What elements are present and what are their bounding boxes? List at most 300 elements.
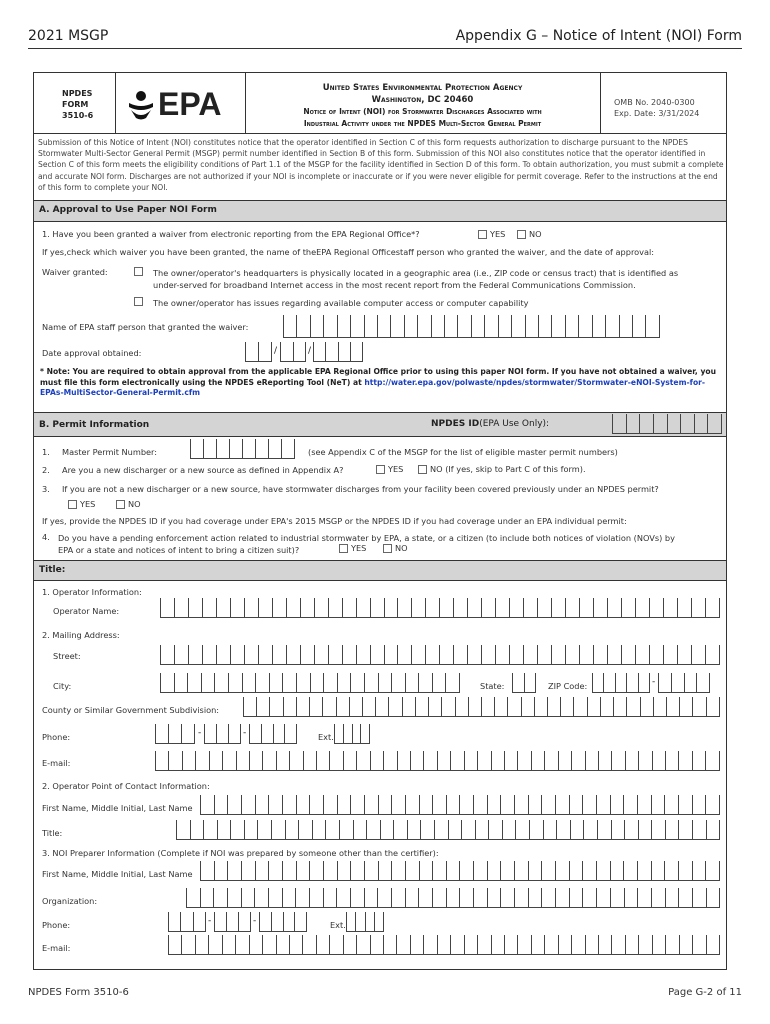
char-cell[interactable] (338, 342, 350, 362)
char-cell[interactable] (352, 724, 361, 744)
char-cell[interactable] (181, 724, 195, 744)
char-cell[interactable] (310, 315, 323, 338)
char-cell[interactable] (556, 820, 570, 840)
char-cell[interactable] (651, 795, 665, 815)
char-cell[interactable] (355, 912, 364, 932)
char-cell[interactable] (551, 315, 564, 338)
char-cell[interactable] (611, 820, 625, 840)
char-cell[interactable] (214, 673, 228, 693)
char-cell[interactable] (517, 935, 530, 955)
char-cell[interactable] (255, 795, 269, 815)
char-cell[interactable] (364, 861, 378, 881)
char-cell[interactable] (377, 888, 391, 908)
char-cell[interactable] (592, 315, 605, 338)
char-cell[interactable] (678, 861, 692, 881)
char-cell[interactable] (204, 724, 216, 744)
char-cell[interactable] (258, 342, 272, 362)
char-cell[interactable] (582, 861, 596, 881)
char-cell[interactable] (370, 598, 384, 618)
char-cell[interactable] (272, 598, 286, 618)
char-cell[interactable] (446, 888, 460, 908)
char-cell[interactable] (378, 861, 392, 881)
char-cell[interactable] (423, 751, 436, 771)
char-cell[interactable] (507, 697, 520, 717)
char-cell[interactable] (282, 888, 296, 908)
char-cell[interactable] (396, 935, 409, 955)
char-cell[interactable] (625, 751, 638, 771)
char-cell[interactable] (356, 935, 369, 955)
char-cell[interactable] (420, 820, 434, 840)
char-cell[interactable] (705, 751, 719, 771)
char-cell[interactable] (473, 888, 487, 908)
char-cell[interactable] (651, 888, 665, 908)
char-cell[interactable] (537, 645, 551, 665)
poc-title-field[interactable] (176, 820, 720, 840)
char-cell[interactable] (500, 888, 514, 908)
char-cell[interactable] (323, 861, 337, 881)
char-cell[interactable] (696, 673, 710, 693)
char-cell[interactable] (569, 795, 583, 815)
char-cell[interactable] (244, 598, 258, 618)
char-cell[interactable] (624, 888, 638, 908)
char-cell[interactable] (257, 820, 271, 840)
char-cell[interactable] (578, 315, 591, 338)
char-cell[interactable] (404, 315, 417, 338)
char-cell[interactable] (635, 645, 649, 665)
char-cell[interactable] (375, 697, 388, 717)
char-cell[interactable] (202, 645, 216, 665)
b4-no[interactable]: NO (383, 543, 408, 553)
char-cell[interactable] (692, 751, 705, 771)
char-cell[interactable] (512, 673, 524, 693)
char-cell[interactable] (585, 751, 598, 771)
char-cell[interactable] (637, 888, 651, 908)
char-cell[interactable] (500, 795, 514, 815)
char-cell[interactable] (230, 645, 244, 665)
poc-name-field[interactable] (200, 795, 720, 815)
char-cell[interactable] (450, 751, 463, 771)
char-cell[interactable] (663, 598, 677, 618)
char-cell[interactable] (610, 861, 624, 881)
char-cell[interactable] (565, 315, 578, 338)
char-cell[interactable] (477, 935, 490, 955)
char-cell[interactable] (181, 935, 194, 955)
char-cell[interactable] (350, 315, 363, 338)
char-cell[interactable] (481, 697, 494, 717)
char-cell[interactable] (611, 935, 624, 955)
char-cell[interactable] (230, 820, 244, 840)
char-cell[interactable] (214, 795, 228, 815)
char-cell[interactable] (168, 912, 180, 932)
char-cell[interactable] (285, 820, 299, 840)
char-cell[interactable] (296, 673, 310, 693)
street-field[interactable] (160, 645, 720, 665)
char-cell[interactable] (242, 673, 256, 693)
char-cell[interactable] (268, 861, 282, 881)
char-cell[interactable] (639, 414, 653, 434)
char-cell[interactable] (691, 598, 705, 618)
char-cell[interactable] (227, 861, 241, 881)
char-cell[interactable] (366, 820, 380, 840)
char-cell[interactable] (226, 912, 238, 932)
char-cell[interactable] (598, 935, 611, 955)
char-cell[interactable] (596, 888, 610, 908)
char-cell[interactable] (356, 751, 369, 771)
char-cell[interactable] (477, 751, 490, 771)
char-cell[interactable] (411, 645, 425, 665)
char-cell[interactable] (467, 645, 481, 665)
operator-name-field[interactable] (160, 598, 720, 618)
char-cell[interactable] (680, 414, 694, 434)
char-cell[interactable] (582, 888, 596, 908)
char-cell[interactable] (329, 935, 342, 955)
char-cell[interactable] (336, 888, 350, 908)
char-cell[interactable] (238, 912, 251, 932)
a1-yes[interactable]: YES (478, 229, 505, 239)
char-cell[interactable] (652, 935, 665, 955)
char-cell[interactable] (200, 861, 214, 881)
char-cell[interactable] (298, 820, 312, 840)
char-cell[interactable] (653, 697, 666, 717)
char-cell[interactable] (694, 414, 708, 434)
char-cell[interactable] (637, 795, 651, 815)
char-cell[interactable] (583, 820, 597, 840)
char-cell[interactable] (393, 820, 407, 840)
char-cell[interactable] (511, 315, 524, 338)
char-cell[interactable] (487, 861, 501, 881)
char-cell[interactable] (504, 935, 517, 955)
char-cell[interactable] (432, 861, 446, 881)
char-cell[interactable] (190, 439, 203, 459)
char-cell[interactable] (243, 697, 256, 717)
char-cell[interactable] (241, 888, 255, 908)
char-cell[interactable] (624, 820, 638, 840)
char-cell[interactable] (555, 888, 569, 908)
char-cell[interactable] (500, 861, 514, 881)
char-cell[interactable] (334, 724, 343, 744)
char-cell[interactable] (356, 645, 370, 665)
char-cell[interactable] (528, 861, 542, 881)
char-cell[interactable] (356, 598, 370, 618)
char-cell[interactable] (201, 673, 215, 693)
char-cell[interactable] (286, 645, 300, 665)
char-cell[interactable] (350, 342, 363, 362)
char-cell[interactable] (439, 598, 453, 618)
preparer-phone-line-field[interactable] (259, 912, 307, 932)
char-cell[interactable] (188, 598, 202, 618)
char-cell[interactable] (268, 439, 281, 459)
char-cell[interactable] (558, 751, 571, 771)
char-cell[interactable] (677, 645, 691, 665)
char-cell[interactable] (514, 795, 528, 815)
char-cell[interactable] (677, 598, 691, 618)
char-cell[interactable] (434, 820, 448, 840)
char-cell[interactable] (296, 315, 309, 338)
char-cell[interactable] (295, 888, 309, 908)
char-cell[interactable] (168, 935, 181, 955)
char-cell[interactable] (337, 315, 350, 338)
char-cell[interactable] (268, 888, 282, 908)
char-cell[interactable] (407, 820, 421, 840)
char-cell[interactable] (222, 935, 235, 955)
char-cell[interactable] (706, 888, 721, 908)
char-cell[interactable] (328, 598, 342, 618)
char-cell[interactable] (350, 861, 364, 881)
char-cell[interactable] (626, 414, 640, 434)
char-cell[interactable] (216, 439, 229, 459)
char-cell[interactable] (346, 912, 355, 932)
char-cell[interactable] (425, 645, 439, 665)
char-cell[interactable] (271, 820, 285, 840)
char-cell[interactable] (322, 697, 335, 717)
char-cell[interactable] (678, 751, 691, 771)
char-cell[interactable] (349, 697, 362, 717)
char-cell[interactable] (302, 935, 315, 955)
char-cell[interactable] (245, 342, 258, 362)
char-cell[interactable] (582, 795, 596, 815)
char-cell[interactable] (168, 724, 181, 744)
char-cell[interactable] (579, 598, 593, 618)
char-cell[interactable] (560, 697, 573, 717)
char-cell[interactable] (365, 912, 374, 932)
char-cell[interactable] (160, 598, 174, 618)
char-cell[interactable] (475, 820, 489, 840)
char-cell[interactable] (377, 315, 390, 338)
char-cell[interactable] (571, 935, 584, 955)
char-cell[interactable] (517, 751, 530, 771)
char-cell[interactable] (623, 861, 637, 881)
char-cell[interactable] (598, 751, 611, 771)
char-cell[interactable] (296, 697, 309, 717)
char-cell[interactable] (415, 697, 428, 717)
char-cell[interactable] (258, 645, 272, 665)
char-cell[interactable] (651, 861, 665, 881)
char-cell[interactable] (405, 888, 419, 908)
char-cell[interactable] (596, 861, 610, 881)
char-cell[interactable] (384, 645, 398, 665)
waiver2-checkbox[interactable] (134, 296, 146, 306)
char-cell[interactable] (645, 315, 659, 338)
char-cell[interactable] (350, 795, 364, 815)
phone-prefix-field[interactable] (204, 724, 241, 744)
char-cell[interactable] (692, 935, 705, 955)
char-cell[interactable] (565, 598, 579, 618)
char-cell[interactable] (208, 935, 221, 955)
ext-field[interactable] (334, 724, 370, 744)
char-cell[interactable] (565, 645, 579, 665)
char-cell[interactable] (323, 673, 337, 693)
char-cell[interactable] (705, 598, 720, 618)
char-cell[interactable] (262, 751, 275, 771)
char-cell[interactable] (468, 697, 481, 717)
char-cell[interactable] (296, 795, 310, 815)
char-cell[interactable] (667, 414, 681, 434)
char-cell[interactable] (610, 795, 624, 815)
char-cell[interactable] (448, 820, 462, 840)
char-cell[interactable] (397, 645, 411, 665)
char-cell[interactable] (615, 673, 626, 693)
char-cell[interactable] (203, 820, 217, 840)
char-cell[interactable] (296, 861, 310, 881)
char-cell[interactable] (431, 315, 444, 338)
char-cell[interactable] (473, 795, 487, 815)
char-cell[interactable] (425, 598, 439, 618)
char-cell[interactable] (168, 751, 181, 771)
char-cell[interactable] (259, 912, 271, 932)
char-cell[interactable] (370, 645, 384, 665)
char-cell[interactable] (276, 935, 289, 955)
char-cell[interactable] (649, 598, 663, 618)
char-cell[interactable] (255, 673, 269, 693)
char-cell[interactable] (665, 820, 679, 840)
char-cell[interactable] (638, 751, 651, 771)
preparer-phone-prefix-field[interactable] (214, 912, 251, 932)
date-day-field[interactable] (280, 342, 306, 362)
char-cell[interactable] (570, 820, 584, 840)
char-cell[interactable] (444, 315, 457, 338)
char-cell[interactable] (364, 795, 378, 815)
char-cell[interactable] (228, 724, 241, 744)
char-cell[interactable] (217, 820, 231, 840)
char-cell[interactable] (705, 861, 720, 881)
char-cell[interactable] (437, 751, 450, 771)
char-cell[interactable] (679, 935, 692, 955)
char-cell[interactable] (235, 935, 248, 955)
char-cell[interactable] (665, 888, 679, 908)
char-cell[interactable] (190, 820, 204, 840)
char-cell[interactable] (160, 673, 174, 693)
char-cell[interactable] (619, 315, 632, 338)
char-cell[interactable] (312, 820, 326, 840)
npdes-id-field[interactable] (612, 414, 722, 434)
staff-name-field[interactable] (283, 315, 660, 338)
char-cell[interactable] (541, 888, 555, 908)
char-cell[interactable] (471, 315, 484, 338)
char-cell[interactable] (227, 888, 241, 908)
char-cell[interactable] (202, 598, 216, 618)
char-cell[interactable] (623, 795, 637, 815)
char-cell[interactable] (706, 820, 721, 840)
char-cell[interactable] (391, 888, 405, 908)
char-cell[interactable] (514, 861, 528, 881)
char-cell[interactable] (188, 645, 202, 665)
char-cell[interactable] (488, 820, 502, 840)
char-cell[interactable] (528, 888, 542, 908)
char-cell[interactable] (350, 888, 364, 908)
char-cell[interactable] (523, 598, 537, 618)
char-cell[interactable] (531, 935, 544, 955)
char-cell[interactable] (569, 861, 583, 881)
char-cell[interactable] (569, 888, 583, 908)
char-cell[interactable] (626, 697, 639, 717)
char-cell[interactable] (411, 598, 425, 618)
char-cell[interactable] (222, 751, 235, 771)
char-cell[interactable] (174, 673, 188, 693)
char-cell[interactable] (457, 315, 470, 338)
char-cell[interactable] (242, 439, 255, 459)
char-cell[interactable] (370, 751, 383, 771)
char-cell[interactable] (314, 645, 328, 665)
char-cell[interactable] (679, 697, 692, 717)
char-cell[interactable] (585, 935, 598, 955)
char-cell[interactable] (283, 315, 296, 338)
char-cell[interactable] (467, 598, 481, 618)
char-cell[interactable] (692, 888, 706, 908)
char-cell[interactable] (534, 697, 547, 717)
char-cell[interactable] (405, 673, 419, 693)
char-cell[interactable] (544, 935, 557, 955)
char-cell[interactable] (214, 912, 226, 932)
char-cell[interactable] (464, 935, 477, 955)
char-cell[interactable] (558, 935, 571, 955)
char-cell[interactable] (607, 645, 621, 665)
char-cell[interactable] (284, 724, 297, 744)
char-cell[interactable] (621, 645, 635, 665)
char-cell[interactable] (405, 861, 419, 881)
char-cell[interactable] (494, 697, 507, 717)
state-field[interactable] (512, 673, 536, 693)
char-cell[interactable] (665, 935, 678, 955)
char-cell[interactable] (280, 342, 293, 362)
char-cell[interactable] (249, 751, 262, 771)
char-cell[interactable] (200, 888, 214, 908)
char-cell[interactable] (419, 861, 433, 881)
char-cell[interactable] (244, 645, 258, 665)
char-cell[interactable] (174, 645, 188, 665)
zip-ext-field[interactable] (658, 673, 710, 693)
char-cell[interactable] (541, 861, 555, 881)
char-cell[interactable] (230, 598, 244, 618)
char-cell[interactable] (316, 935, 329, 955)
char-cell[interactable] (329, 751, 342, 771)
char-cell[interactable] (671, 673, 684, 693)
char-cell[interactable] (339, 820, 353, 840)
b2-no[interactable]: NO (If yes, skip to Part C of this form). (418, 464, 586, 474)
char-cell[interactable] (271, 912, 283, 932)
char-cell[interactable] (228, 673, 242, 693)
char-cell[interactable] (544, 751, 557, 771)
char-cell[interactable] (268, 795, 282, 815)
char-cell[interactable] (300, 645, 314, 665)
char-cell[interactable] (649, 645, 663, 665)
char-cell[interactable] (200, 795, 214, 815)
char-cell[interactable] (529, 820, 543, 840)
char-cell[interactable] (262, 935, 275, 955)
char-cell[interactable] (658, 673, 671, 693)
char-cell[interactable] (419, 795, 433, 815)
char-cell[interactable] (255, 861, 269, 881)
char-cell[interactable] (528, 795, 542, 815)
char-cell[interactable] (410, 935, 423, 955)
phone-line-field[interactable] (249, 724, 297, 744)
char-cell[interactable] (495, 645, 509, 665)
char-cell[interactable] (390, 315, 403, 338)
char-cell[interactable] (293, 342, 307, 362)
char-cell[interactable] (160, 645, 174, 665)
char-cell[interactable] (515, 820, 529, 840)
char-cell[interactable] (241, 861, 255, 881)
char-cell[interactable] (289, 751, 302, 771)
char-cell[interactable] (432, 673, 446, 693)
char-cell[interactable] (255, 439, 268, 459)
char-cell[interactable] (187, 673, 201, 693)
char-cell[interactable] (607, 598, 621, 618)
char-cell[interactable] (461, 820, 475, 840)
char-cell[interactable] (300, 598, 314, 618)
char-cell[interactable] (638, 673, 650, 693)
b4-yes[interactable]: YES (339, 543, 366, 553)
char-cell[interactable] (450, 935, 463, 955)
